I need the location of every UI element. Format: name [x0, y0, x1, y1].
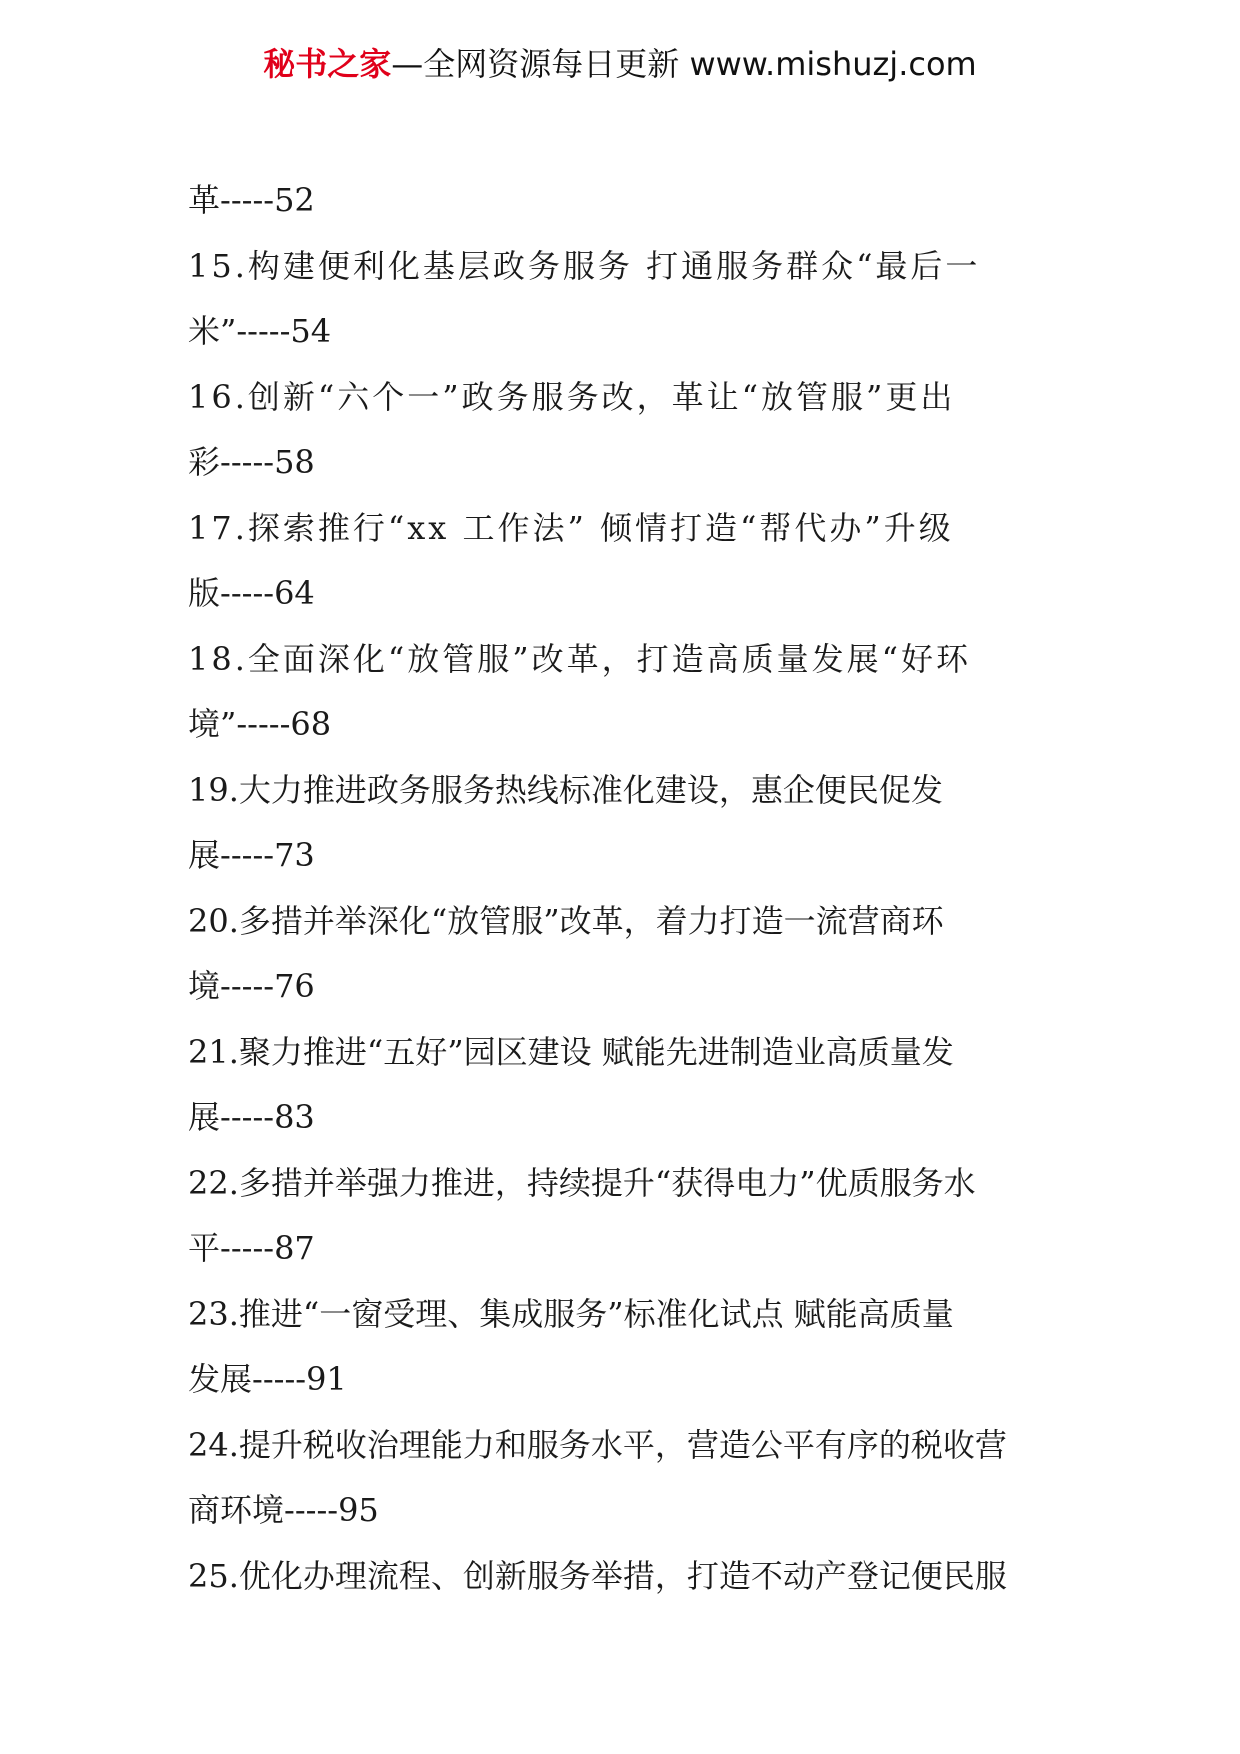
toc-line: 展-----83 — [188, 1098, 315, 1136]
toc-line: 25.优化办理流程、创新服务举措，打造不动产登记便民服 — [188, 1556, 1007, 1595]
toc-line: 境”-----68 — [188, 705, 332, 743]
toc-line: 版-----64 — [188, 574, 315, 612]
toc-line: 发展-----91 — [188, 1360, 347, 1398]
toc-line: 商环境-----95 — [188, 1491, 379, 1529]
toc-line: 彩-----58 — [188, 443, 315, 481]
toc-line: 20.多措并举深化“放管服”改革，着力打造一流营商环 — [188, 901, 944, 940]
toc-line: 革-----52 — [188, 181, 315, 219]
toc-line: 18.全面深化“放管服”改革，打造高质量发展“好环 — [188, 639, 971, 678]
toc-line: 境-----76 — [188, 967, 315, 1005]
page-header — [0, 40, 1240, 88]
brand-name[interactable]: 秘书之家 — [263, 45, 392, 83]
toc-line: 17.探索推行“xx 工作法” 倾情打造“帮代办”升级 — [188, 508, 954, 547]
toc-line: 16.创新“六个一”政务服务改，革让“放管服”更出 — [188, 377, 956, 416]
toc-line: 15.构建便利化基层政务服务 打通服务群众“最后一 — [188, 246, 981, 285]
toc-line: 22.多措并举强力推进，持续提升“获得电力”优质服务水 — [188, 1163, 976, 1202]
toc-line: 21.聚力推进“五好”园区建设 赋能先进制造业高质量发 — [188, 1032, 954, 1071]
toc-line: 19.大力推进政务服务热线标准化建设，惠企便民促发 — [188, 770, 943, 809]
table-of-contents — [188, 168, 1058, 1609]
toc-line: 展-----73 — [188, 836, 315, 874]
toc-line: 平-----87 — [188, 1229, 315, 1267]
header-tagline: —全网资源每日更新 www.mishuzj.com — [391, 45, 977, 83]
toc-line: 23.推进“一窗受理、集成服务”标准化试点 赋能高质量 — [188, 1294, 954, 1333]
toc-line: 米”-----54 — [188, 312, 332, 350]
toc-line: 24.提升税收治理能力和服务水平，营造公平有序的税收营 — [188, 1425, 1007, 1464]
